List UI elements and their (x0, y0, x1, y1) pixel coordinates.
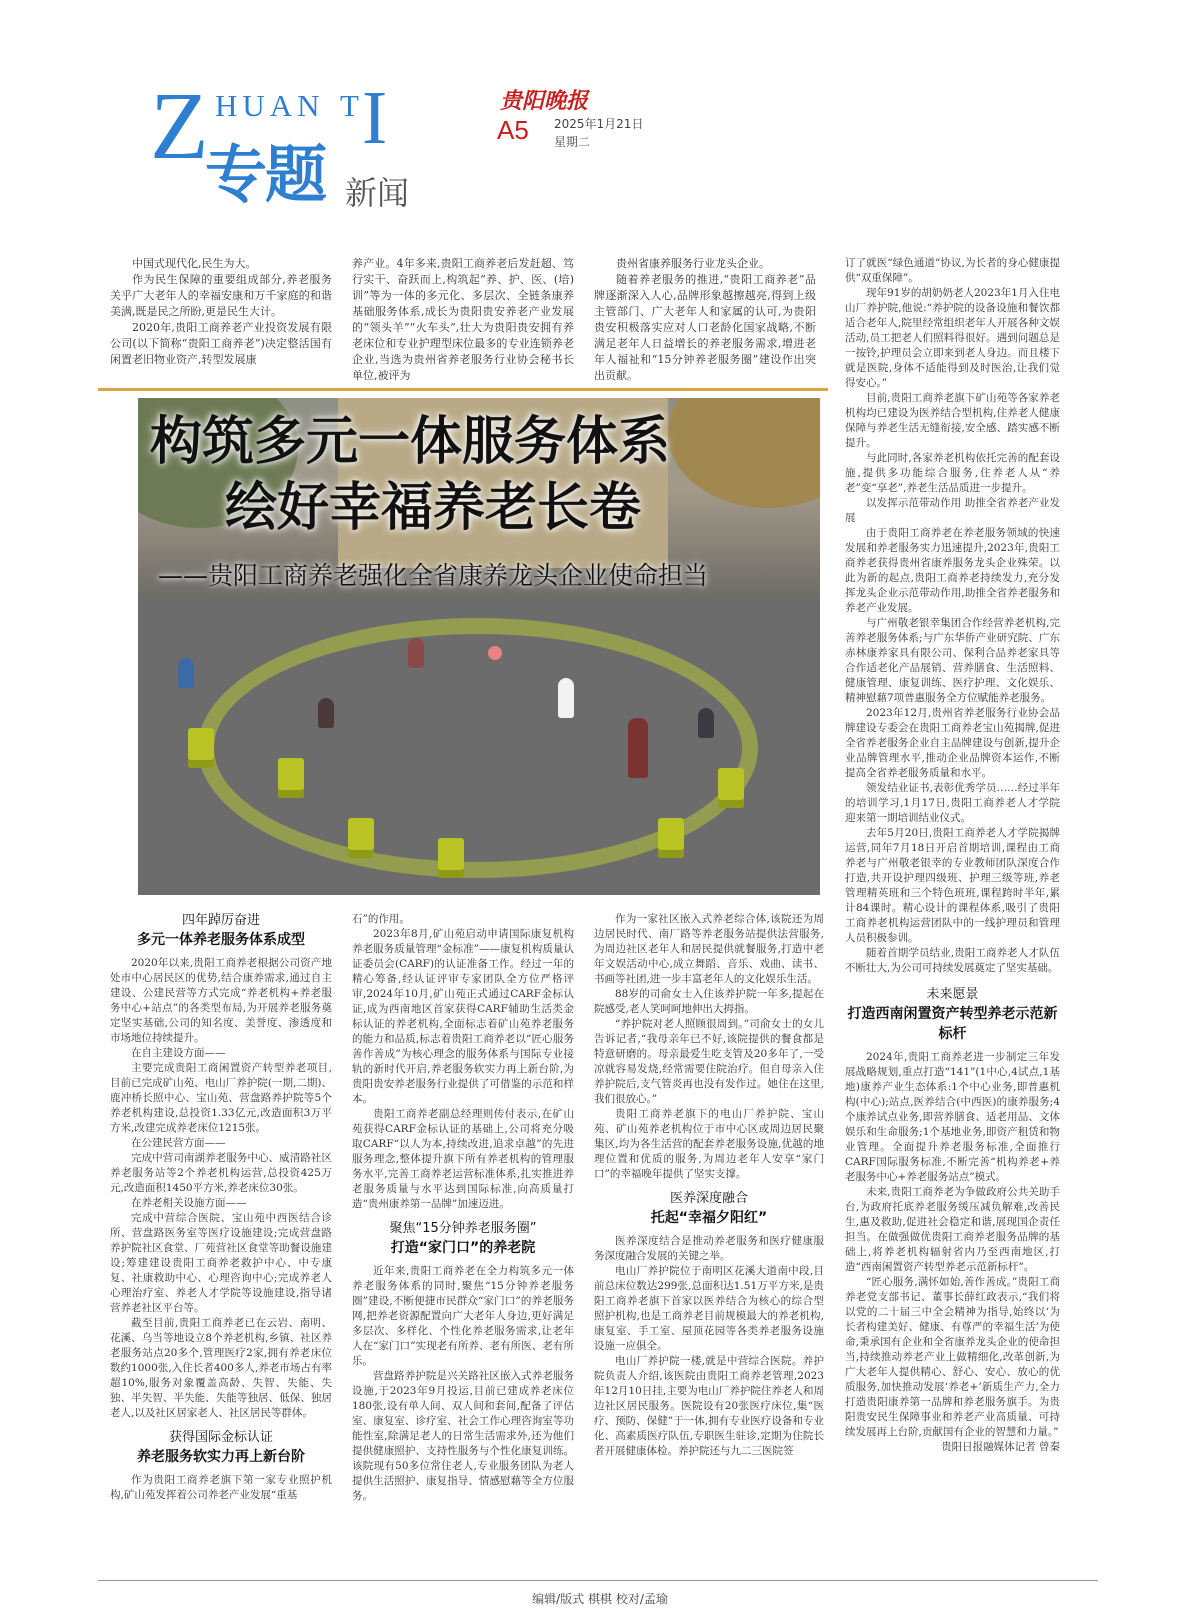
paragraph: 贵阳工商养老副总经理则传付表示,在矿山苑获得CARF金标认证的基础上,公司将充分吸取CARF“以人为本,持续改进,追求卓越”的先进服务理念,整体提升旗下所有养老机构的管理服务水平,完善工商养老运营标准体系,扎实推进养老服务质量与水平达到国际标准,向高质量打造“贵州康养第一品牌”加速迈进。 (352, 1108, 574, 1210)
photo-person (628, 718, 648, 778)
section-kicker: 医养深度融合 (669, 1191, 748, 1206)
photo-chair (188, 728, 214, 768)
masthead-letter-t: T (340, 88, 359, 123)
section-kicker: 四年踔厉奋进 (181, 913, 260, 928)
paragraph: 目前,贵阳工商养老旗下矿山苑等各家养老机构均已建设为医养结合型机构,住养老人健康保障与养老生活无缝衔接,安全感、踏实感不断提升。 (845, 392, 1060, 449)
paragraph: 完成中营综合医院、宝山苑中西医结合诊所、营盘路医务室等医疗设施建设;完成营盘路养护院社区食堂、厂苑营社区食堂等助餐设施建设;筹建建设贵阳工商养老救护中心、中专康复、社康救助中心、心理咨询中心;完成养老人心理治疗室、养老人才学院等设施建设,指导诸营养老社区平台等。 (110, 1212, 332, 1314)
paragraph: 作为一家社区嵌入式养老综合体,该院还为周边居民时代、南厂路等养老服务站提供法营服务,为周边社区老年人和居民提供就餐服务,打造中老年文娱活动中心,成立舞蹈、音乐、戏曲、读书、书画等社团,进一步丰富老年人的文化娱乐生活。 (594, 913, 824, 985)
paragraph: 2024年,贵阳工商养老进一步制定三年发展战略规划,重点打造“141”(1中心,4试点,1基地)康养产业生态体系:1个中心业务,即普惠机构(中心);站点,医养结合(中西医)的康养服务;4个康养试点业务,即营养膳食、适老用品、文体娱乐和生命服务;1个基地业务,即资产租赁和物业管理。全面提升养老服务标准,全面推行CARF国际服务标准,不断完善“机构养老+养老服务中心+养老服务站点”模式。 (845, 1051, 1060, 1183)
paragraph: 养产业。4年多来,贵阳工商养老后发赶超、笃行实干、奋跃而上,构筑起“养、护、医、(培)训”等为一体的多元化、多层次、全链条康养基础服务体系,成长为贵阳贵安养老产业发展的“领头羊”“火车头”,壮大为贵阳贵安拥有养老床位和专业护理型床位最多的专业连锁养老企业,当选为贵州省养老服务行业协会秘书长单位,被评为 (352, 257, 574, 382)
photo-person (558, 678, 574, 718)
paragraph: 石”的作用。 (352, 913, 410, 925)
section-title: 打造西南闲置资产转型养老示范新标杆 (847, 1006, 1058, 1042)
photo-chair (278, 758, 304, 798)
footer-credits: 编辑/版式 棋棋 校对/孟瑜 (532, 1592, 668, 1606)
masthead-letter-z: Z (150, 72, 209, 179)
section-title: 养老服务软实力再上新台阶 (137, 1449, 305, 1465)
paragraph: 现年91岁的胡奶奶老人2023年1月入住电山厂养护院,他说:“养护院的设备设施和餐饮都适合老年人,院里经常组织老年人开展各种文娱活动,员工把老人们照料得很好。遇到问题总是一按铃,护理员会立即来到老人身边。而且楼下就是医院,身体不适能得到及时医治,让我们觉得安心。” (845, 287, 1060, 389)
paragraph: 截至目前,贵阳工商养老已在云岩、南明、花溪、乌当等地设立8个养老机构,乡镇、社区养老服务站点20多个,管理医疗2家,拥有养老床位数约1000张,入住长者400多人,养老市场占有率超10%,服务对象覆盖高龄、失智、失能、失独、半失智、半失能、失能等独居、低保、独居老人,以及社区居家老人、社区居民等群体。 (110, 1317, 332, 1419)
right-column (845, 256, 1060, 1455)
section-title: 托起“幸福夕阳红” (650, 1210, 768, 1226)
section-suffix: 新闻 (345, 174, 410, 212)
photo-tree (668, 398, 820, 508)
paragraph: 2020年,贵阳工商养老产业投资发展有限公司(以下简称“贵阳工商养老”)决定整活国有闲置老旧物业资产,转型发展康 (110, 321, 332, 366)
footer-rule (98, 1580, 1098, 1581)
paragraph: 近年来,贵阳工商养老在全力构筑多元一体养老服务体系的同时,聚焦“15分钟养老服务圈”建设,不断便捷市民群众“家门口”的养老服务网,把养老资源配置向广大老年人身边,更好满足多层次、多样化、个性化养老服务需求,让老年人在“家门口”实现老有所养、老有所医、老有所乐。 (352, 1265, 574, 1367)
paragraph: “养护院对老人照顾很周到。”司俞女士的女儿告诉记者,“我母亲年已不好,该院提供的餐食都是特意研磨的。母亲最爱生吃支管及20多年了,一受凉就容易发烧,经常需要住院治疗。但自母亲入住养护院后,支气管炎再也没有发作过。她住在这里,我们很放心。” (594, 1018, 824, 1105)
photo-chair (348, 818, 374, 858)
headline-subtitle: ——贵阳工商养老强化全省康养龙头企业使命担当 (158, 561, 709, 590)
photo-chair (718, 768, 744, 808)
section-title: 专题 (205, 138, 326, 211)
paragraph: 订了就医“绿色通道”协议,为长者的身心健康提供“双重保障”。 (845, 257, 1060, 284)
section-kicker: 聚焦“15分钟养老服务圈” (389, 1221, 537, 1236)
masthead-letter-i: I (362, 76, 388, 160)
paragraph: 营盘路养护院是兴关路社区嵌入式养老服务设施,于2023年9月投运,目前已建成养老床位180张,设有单人间、双人间和套间,配备了评估室、康复室、诊疗室、社会工作心理咨询室等功能性室,除满足老人的日常生活需求外,还为他们提供健康照护、支持性服务与个性化康复训练。该院现有50多位常住老人,专业服务团队为老人提供生活照护、康复指导、情感慰藉等全方位服务。 (352, 1370, 574, 1502)
photo-ball (488, 646, 502, 660)
paragraph: 2023年12月,贵州省养老服务行业协会品牌建设专委会在贵阳工商养老宝山苑揭牌,促进全省养老服务企业自主品牌建设与创新,提升企业品牌管理水平,推动企业品牌资本运作,不断提高全省养老服务质量和水平。 (845, 707, 1060, 779)
paper-name-logo: 贵阳晚报 (500, 88, 589, 114)
byline: 贵阳日报融媒体记者 曾秦 (941, 1441, 1060, 1453)
page-number: A5 (497, 115, 529, 145)
paragraph: 电山厂养护院一楼,就是中营综合医院。养护院负责人介绍,该医院由贵阳工商养老管理,2023年12月10日挂,主要为电山厂养护院住养老人和周边社区居民服务。医院设有20张医疗床位,集“医疗、预防、保健”于一体,拥有专业医疗设备和专业化、高素质医疗队伍,专职医生驻诊,定期为住院长者开展健康体检。养护院还与九二三医院签 (594, 1355, 824, 1457)
paragraph: 作为民生保障的重要组成部分,养老服务关乎广大老年人的幸福安康和万千家庭的和谐美满,既是民之所盼,更是民生大计。 (110, 273, 332, 318)
issue-weekday: 星期二 (554, 135, 591, 149)
paragraph: 领发结业证书,表彰优秀学员……经过半年的培训学习,1月17日,贵阳工商养老人才学院迎来第一期培训结业仪式。 (845, 782, 1060, 824)
paragraph: 去年5月20日,贵阳工商养老人才学院揭牌运营,同年7月18日开启首期培训,课程由工商养老与广州敬老银幸的专业教师团队深度合作打造,共开设护理四级班、护理三级等班,养老管理精英班和三个特色班班,课程跨时半年,累计84课时。精心设计的课程体系,吸引了贵阳工商养老机构运营团队中的一线护理员和管理人员积极参训。 (845, 827, 1060, 944)
paragraph: 医养深度结合是推动养老服务和医疗健康服务深度融合发展的关键之举。 (594, 1235, 824, 1262)
photo-person (178, 658, 194, 688)
paragraph: 随着养老服务的推进,“贵阳工商养老”品牌逐渐深入人心,品牌形象越擦越亮,得到上级主管部门、广大老年人和家属的认可,为贵阳贵安积极落实应对人口老龄化国家战略,不断满足老年人日益增长的养老服务需求,增进老年人福祉和“15分钟养老服务圈”建设作出突出贡献。 (594, 273, 816, 382)
paragraph: 随着首期学员结业,贵阳工商养老人才队伍不断壮大,为公司可持续发展奠定了坚实基础。 (845, 947, 1060, 974)
paragraph: 未来,贵阳工商养老为争做政府公共关助手台,为政府托底养老服务缓压减负解难,改善民生,惠及救助,促进社会稳定和谐,展现国企责任担当。在做强做优贵阳工商养老服务品牌的基础上,将养老机构辐射省内乃至西南地区,打造“西南闲置资产转型养老示范新标杆”。 (845, 1186, 1060, 1273)
issue-date: 2025年1月21日 (554, 117, 644, 131)
paragraph: 与广州敬老银幸集团合作经营养老机构,完善养老服务体系;与广东华侨产业研究院、广东赤林康养家具有限公司、保利合品养老家具等合作适老化产品展销、营养膳食、生活照料、健康管理、康复训练、医疗护理、文化娱乐、精神慰藉7项普惠服务全方位赋能养老服务。 (845, 617, 1060, 704)
paragraph: 作为贵阳工商养老旗下第一家专业照护机构,矿山苑发挥着公司养老产业发展“重基 (110, 1474, 332, 1501)
paragraph: 中国式现代化,民生为大。 (132, 257, 257, 270)
section-title: 多元一体养老服务体系成型 (137, 932, 305, 948)
paragraph: 由于贵阳工商养老在养老服务领域的快速发展和养老服务实力迅速提升,2023年,贵阳工商养老获得贵州省康养服务龙头企业殊荣。以此为新的起点,贵阳工商养老持续发力,充分发挥龙头企业示范带动作用,助推全省养老服务和养老产业发展。 (845, 527, 1060, 614)
paragraph: 贵州省康养服务行业龙头企业。 (616, 257, 770, 270)
headline-rule (98, 388, 828, 391)
paragraph: 88岁的司俞女士入住该养护院一年多,提起在院感受,老人笑呵呵地伸出大拇指。 (594, 988, 824, 1015)
paragraph: 贵阳工商养老旗下的电山厂养护院、宝山苑、矿山苑养老机构位于市中心区或周边居民聚集区,均为各生活营的配套养老服务设施,优越的地理位置和优质的服务,为周边老年人安享“家门口”的幸福晚年提供了坚实支撑。 (594, 1108, 824, 1180)
subhead: 在自主建设方面—— (131, 1047, 226, 1059)
intro-column-2 (352, 256, 574, 384)
headline-line-2: 绘好幸福养老长卷 (225, 478, 642, 538)
subhead: 以发挥示范带动作用 助推全省养老产业发展 (845, 497, 1060, 524)
headline-line-1: 构筑多元一体服务体系 (150, 412, 671, 472)
paragraph: “匠心服务,满怀如始,善作善成。”贵阳工商养老党支部书记、董事长薛红政表示,“我们将以党的二十届三中全会精神为指导,始终以‘为长者构建美好、健康、有尊严的幸福生活’为使命,秉承国有企业和全省康养龙头企业的使命担当,持续推动养老产业上做精细化,改革创新,为广大老年人提供精心、舒心、安心、放心的优质服务,加快推动发展‘养老+’新质生产力,全力打造贵阳康养第一品牌和养老服务旗手。为贵阳贵安民生保障事业和养老产业高质量、可持续发展再上台阶,贡献国有企业的智慧和力量。” (845, 1276, 1060, 1438)
bottom-column-3 (594, 912, 824, 1459)
masthead-letters-huan: HUAN (215, 88, 325, 123)
paragraph: 电山厂养护院位于南明区花溪大道南中段,目前总床位数达299张,总面积达1.51万平方米,是贵阳工商养老旗下首家以医养结合为核心的综合型照护机构,也是工商养老目前规模最大的养老机构,康复室、手工室、屋顶花园等各类养老服务设施设施一应俱全。 (594, 1265, 824, 1352)
photo-person (318, 698, 334, 728)
paragraph: 完成中营司南湖养老服务中心、威清路社区养老服务站等2个养老机构运营,总投资425万元,改造面积1450平方米,养老床位30张。 (110, 1152, 332, 1194)
paragraph: 主要完成贵阳工商闲置资产转型养老项目,目前已完成矿山苑、电山厂养护院(一期,二期)、鹿冲桥长照中心、宝山苑、营盘路养护院等5个养老机构建设,总投资1.33亿元,改造面积3万平方米,改建完成养老床位1215张。 (110, 1062, 332, 1134)
section-kicker: 未来愿景 (926, 987, 979, 1002)
bottom-column-1 (110, 912, 332, 1503)
section-title: 打造“家门口”的养老院 (390, 1240, 536, 1256)
paragraph: 2020年以来,贵阳工商养老根据公司资产地处市中心居民区的优势,结合康养需求,通过自主建设、公建民营等方式完成“养老机构+养老服务中心+站点”的各类型布局,为开展养老服务奠定坚实基础,公司的知名度、美誉度、渗透度和市场地位持续提升。 (110, 957, 332, 1044)
photo-person (698, 708, 714, 738)
subhead: 在养老相关设施方面—— (131, 1197, 247, 1209)
photo-chair (658, 818, 684, 858)
paragraph: 2023年8月,矿山苑启动申请国际康复机构养老服务质量管理“金标准”——康复机构质量认证委员会(CARF)的认证准备工作。经过一年的精心筹备,经认证评审专家团队全方位严格评审,2024年10月,矿山苑正式通过CARF金标认证,成为西南地区首家获得CARF辅助生活类金标认证的养老机构,全面标志着矿山苑养老服务的能力和品质,标志着贵阳工商养老以“匠心服务 善作善成”为核心理念的服务体系与国际专业接轨的新时代开启,养老服务软实力再上新台阶,为贵阳贵安养老服务行业提供了可借鉴的示范和样本。 (352, 928, 574, 1105)
paragraph: 与此同时,各家养老机构依托完善的配套设施,提供多功能综合服务,住养老人从“养老”变“享老”,养老生活品质进一步提升。 (845, 452, 1060, 494)
section-kicker: 获得国际金标认证 (168, 1430, 273, 1445)
bottom-column-2 (352, 912, 574, 1504)
intro-column-1 (110, 256, 332, 368)
photo-person (408, 638, 424, 668)
subhead: 在公建民营方面—— (131, 1137, 226, 1149)
photo-chair (438, 838, 464, 878)
intro-column-3 (594, 256, 816, 384)
